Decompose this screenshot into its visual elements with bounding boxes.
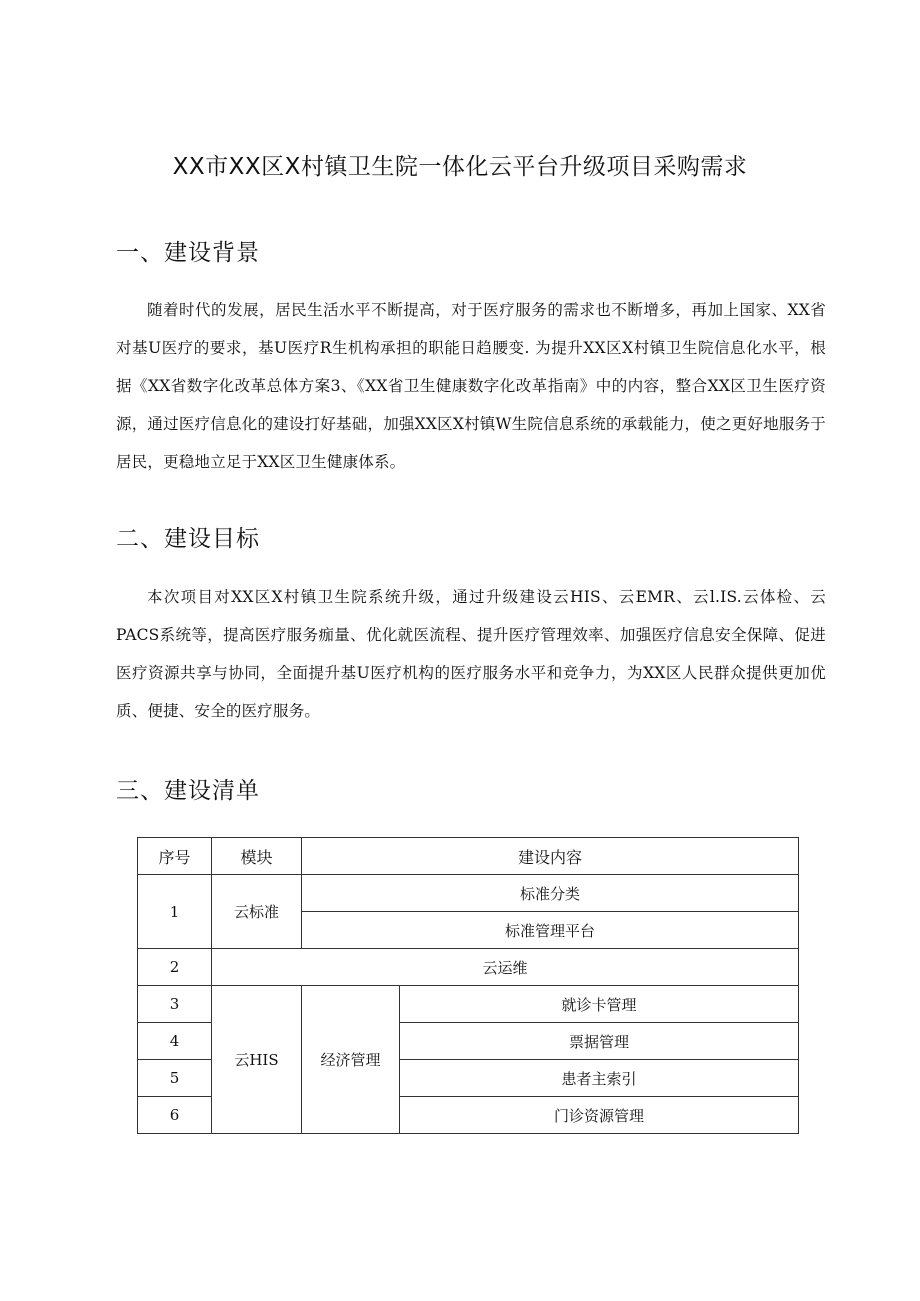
section-heading-list: 三、建设清单 — [116, 778, 260, 804]
row-no: 6 — [138, 1097, 212, 1134]
table-row — [138, 875, 799, 912]
section-text-background: 随着时代的发展，居民生活水平不断提高，对于医疗服务的需求也不断增多，再加上国家、XX省对基U医疗的要求，基U医疗R生机构承担的职能日趋腰变. 为提升XX区X村镇卫生院信息化水平，根据《XX省数字化改革总体方案3、《XX省卫生健康数字化改革指南》中的内容，整合XX区卫生医疗资源，通过医疗信息化的建设打好基础，加强XX区X村镇W生院信息系统的承载能力，使之更好地服务于居民，更稳地立足于XX区卫生健康体系。 — [116, 301, 826, 471]
row-content: 门诊资源管理 — [400, 1097, 799, 1134]
row-content: 患者主索引 — [400, 1060, 799, 1097]
row-module: 云标准 — [212, 875, 302, 949]
header-module: 模块 — [212, 838, 302, 875]
header-content: 建设内容 — [302, 838, 799, 875]
row-content: 标准管理平台 — [302, 912, 799, 949]
row-no: 3 — [138, 986, 212, 1023]
page-title: XX市XX区X村镇卫生院一体化云平台升级项目采购需求 — [172, 154, 748, 180]
section-heading-background: 一、建设背景 — [116, 240, 260, 266]
table-header-row — [138, 838, 799, 875]
header-no: 序号 — [138, 838, 212, 875]
section-text-goals: 本次项目对XX区X村镇卫生院系统升级，通过升级建设云HIS、云EMR、云l.IS.云体检、云PACS系统等，提高医疗服务痂量、优化就医流程、提升医疗管理效率、加强医疗信息安全保障、促进医疗资源共享与协同，全面提升基U医疗机构的医疗服务水平和竞争力，为XX区人民群众提供更加优质、便捷、安全的医疗服务。 — [116, 588, 826, 720]
row-no: 4 — [138, 1023, 212, 1060]
table-row — [138, 949, 799, 986]
table-row — [138, 986, 799, 1023]
row-content: 就诊卡管理 — [400, 986, 799, 1023]
row-content: 票据管理 — [400, 1023, 799, 1060]
row-no: 5 — [138, 1060, 212, 1097]
row-no: 1 — [138, 875, 212, 949]
row-submodule: 经济管理 — [302, 986, 400, 1134]
row-module: 云HIS — [212, 986, 302, 1134]
construction-list-table — [137, 837, 799, 1134]
row-content: 标准分类 — [302, 875, 799, 912]
row-no: 2 — [138, 949, 212, 986]
section-heading-goals: 二、建设目标 — [116, 526, 260, 552]
row-content: 云运维 — [212, 949, 799, 986]
